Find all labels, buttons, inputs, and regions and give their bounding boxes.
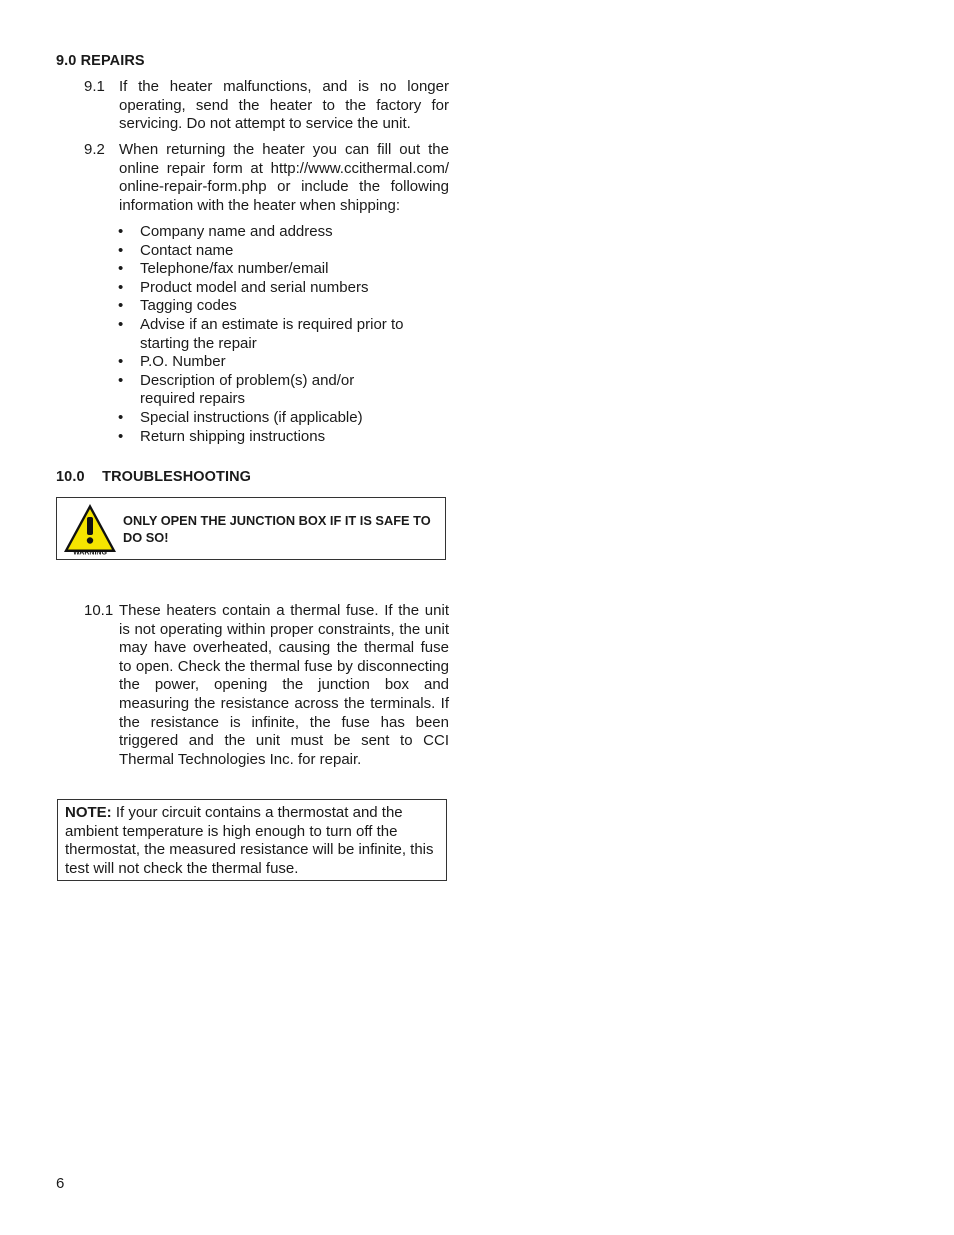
list-item-text: P.O. Number <box>140 353 226 371</box>
warning-icon <box>63 503 117 555</box>
note-label: NOTE: <box>65 804 112 821</box>
section-10-heading <box>56 468 251 487</box>
list-item <box>118 372 390 409</box>
list-item <box>118 223 448 242</box>
item-10-1-number: 10.1 <box>84 602 114 619</box>
list-item-text: Contact name <box>140 241 234 259</box>
bullet-marker: • <box>118 408 124 426</box>
page-number: 6 <box>56 1175 65 1192</box>
section-9-title: REPAIRS <box>80 53 145 69</box>
list-item <box>118 316 436 353</box>
list-item <box>118 279 448 298</box>
item-9-2-text: When returning the heater you can fill out the online repair form at http://www.ccithermal.com/ online-repair-form.php or include the following information with the heater when shipping: <box>119 141 449 214</box>
list-item <box>118 353 448 372</box>
list-item-text: Special instructions (if applicable) <box>140 408 363 426</box>
warning-text: ONLY OPEN THE JUNCTION BOX IF IT IS SAFE TO DO SO! <box>123 513 431 545</box>
warning-icon-label: WARNING <box>73 549 107 555</box>
section-10-number: 10.0 <box>56 469 85 485</box>
list-item <box>118 260 448 279</box>
list-item-text: Description of problem(s) and/or required repairs <box>140 371 355 408</box>
item-9-2 <box>84 141 449 215</box>
item-9-2-number: 9.2 <box>84 141 105 158</box>
list-item-text: Advise if an estimate is required prior to starting the repair <box>140 315 404 352</box>
section-9-heading <box>56 52 145 71</box>
bullet-marker: • <box>118 223 124 240</box>
bullet-marker: • <box>118 315 124 333</box>
item-9-1-text: If the heater malfunctions, and is no longer operating, send the heater to the factory for servicing. Do not attempt to service the unit. <box>119 78 449 133</box>
item-9-1-number: 9.1 <box>84 78 105 95</box>
list-item-text: Return shipping instructions <box>140 427 326 445</box>
bullet-marker: • <box>118 260 124 278</box>
note-box <box>57 799 447 881</box>
note-text: If your circuit contains a thermostat and the ambient temperature is high enough to turn off the thermostat, the measured resistance will be infinite, this test will not check the thermal fuse. <box>65 804 434 877</box>
warning-box <box>56 497 446 560</box>
section-10-title: TROUBLESHOOTING <box>102 469 252 485</box>
section-9-number: 9.0 <box>56 53 77 69</box>
shipping-info-list <box>118 223 448 446</box>
list-item <box>118 297 448 316</box>
list-item <box>118 409 448 428</box>
bullet-marker: • <box>118 371 124 389</box>
list-item <box>118 428 448 447</box>
bullet-marker: • <box>118 278 124 296</box>
bullet-marker: • <box>118 241 124 259</box>
bullet-marker: • <box>118 427 124 445</box>
list-item-text: Tagging codes <box>140 297 237 315</box>
list-item-text: Company name and address <box>140 223 333 240</box>
item-10-1-text: These heaters contain a thermal fuse. If the unit is not operating within proper constraints, the unit may have overheated, causing the thermal fuse to open. Check the thermal fuse by disconnecting the power, opening the junction box and measuring the resistance across the terminals. If the resistance is infinite, the fuse has been triggered and the unit must be sent to CCI Thermal Technologies Inc. for repair. <box>119 602 449 768</box>
list-item <box>118 242 448 261</box>
list-item-text: Telephone/fax number/email <box>140 260 329 278</box>
item-9-1 <box>84 78 449 134</box>
item-10-1 <box>84 602 449 769</box>
bullet-marker: • <box>118 353 124 371</box>
bullet-marker: • <box>118 297 124 315</box>
list-item-text: Product model and serial numbers <box>140 278 369 296</box>
